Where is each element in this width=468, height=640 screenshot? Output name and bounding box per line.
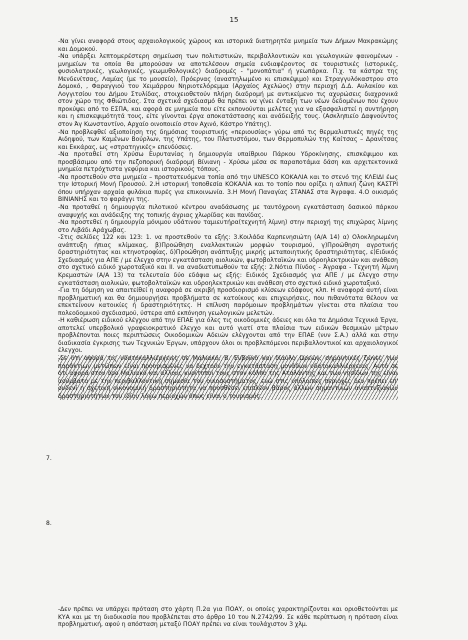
paragraph: -Να υπάρξει λεπτομερέστερη σημείωση των πολιτιστικών, περιβαλλοντικών και γεωλογικών φαινομένων - μνημείων τα οποία θα μπορούσαν να αποτελέσουν σημεία ενδιαφέροντος σε τουριστικές (ιστορικές, φυσιολατρικές, γεωλογικές, γεωμυθολογικές) διαδρομές - "μονοπάτια" ή γεωπάρκα. Π.χ. τα κάστρα της Μενδενίτσας, Λαμίας (με το μουσείο), Πρόερνας (αναστηλωμένο κι επισκέψιμο) και Στραγγυλόκαστρου στο Δομοκό, , Φαραγγιού του Χειμάρρου Νηριοτελόρεμμα (Αρχαίος Αχελώος) στην περιοχή Δ.Δ. Αυλακίου και Λογγιτσίου του Δήμου Στυλίδας, στοιχειοθετούν πλήρη διαδρομή με αντικείμενο τις αχυρώσεις διαχρονικά στον χώρο της Φθιώτιδας. Στα σχετικά σχεδιασμό θα πρέπει να γίνει ένταξη των νέων δεδομένων που έχουν προκύψει από το ΕΣΠΑ, και αφορά σε μνημεία που είτε εκπονούνται μελέτες για να εξασφαλιστεί η συντήρηση και η επισκεψιμότητά τους, είτε γίνονται έργα αποκατάστασης και ανάδειξής τους. (Ασκληπιείο Δαφνούντος στον Άγ Κωνσταντίνο, Αρχαίο οινοποιείο στον Αχινό, Κάστρο Υπάτης). xyxy=(58,53,398,129)
paragraph: -Να προταθεί στη Χρύσω Ευρυτανίας η δημιουργία υπαίθριου Πάρκου Υδροκίνησης, επισκέψιμου και προσβάσιμου από την πεζοπορική διαδρομή Βίνιανη - Χρύσω μέσα σε παραποτάμια δάση και αρχιτεκτονικά μνημεία πετρόχτιστα γεφύρια και ιστορικούς τόπους. xyxy=(58,151,398,174)
item-8-number: 8. xyxy=(46,520,52,527)
paragraph: -Να γίνει αναφορά στους αρχαιολογικούς χώρους και ιστορικά διατηρητέα μνημεία των Δήμων Μακρακώμης και Δομοκού. xyxy=(58,38,398,53)
page-number: 15 xyxy=(229,16,239,24)
closing-paragraph: -Δεν πρέπει να υπάρχει πρόταση στο χάρτη Π.2α για ΠΟΑΥ, οι οποίες χαρακτηρίζονται και οριοθετούνται με ΚΥΑ και με τη διαδικασία που προβλέπεται στο άρθρο 10 του Ν.2742/99. Σε κάθε περίπτωση η πρόταση είναι προβληματική, αφού η απόσταση μεταξύ ΠΟΑΥ πρέπει να είναι τουλάχιστον 3 χλμ. xyxy=(58,606,398,629)
paragraph: -Να προταθεί η δημιουργία πιλοτικού κέντρου αναδάσωσης με ταυτόχρονη εγκατάσταση δασικού πάρκου αναψυχής και ανάδειξης της τοπικής άγριας χλωρίδας και πανίδας. xyxy=(58,204,398,219)
item-7-number: 7. xyxy=(46,455,52,462)
paragraph: -Στις σελίδες 122 και 123: 1. να προστεθούν τα εξής: 3.Κοιλάδα Καρπενησιώτη (Α/Α 14) α) Ολοκληρωμένη ανάπτυξη ήπιας κλίμακας, β)Προώθηση εναλλακτικών μορφών τουρισμού, γ)Προώθηση αγροτικής δραστηριότητας και κτηνοτροφίας, δ)Προώθηση ανάπτυξης μικρής μεταποιητικής δραστηριότητας, ε)Ειδικός Σχεδιασμός για ΑΠΕ / με έλεγχο στην εγκατάσταση αιολικών, φωτοβολταϊκών και υδροηλεκτρικών και ανάθεση στο σχετικό ειδικό χωροταξικό και ΙΙ. να αναδιατυπωθούν τα εξής: 2.Νότια Πίνδος - Άγραφα - Τεχνητή λίμνη Κρεμαστών (Α/Α 13) τα τελευταία δύο εδάφια ως εξής: Ειδικός Σχεδιασμός για ΑΠΕ / με έλεγχο στην εγκατάσταση αιολικών, φωτοβολταϊκών και υδροηλεκτρικών και ανάθεση στο σχετικό ειδικό χωροταξικό. xyxy=(58,234,398,287)
main-text xyxy=(58,38,398,400)
paragraph: -Να προστεθούν στα μνημεία – προστατευόμενα τοπία από την UNESCO ΚΟΚΑΛΙΑ και το στενό της ΚΛΕΙΔΙ έως την Ιστορική Μονή Προυσού. 2.Η ιστορική τοποθεσία ΚΟΚΑΛΙΑ και το τοπίο που ορίζει η αλπική ζώνη ΚΑΣΤΡΙ όπου υπήρχαν αρχαία φυλάκια πυρές για επικοινωνία. 3.Η Μονή Παναγίας ΣΤΑΝΑΣ στα Άγραφα. 4.Ο οικισμός ΒΙΝΙΑΝΗΣ και το φαράγγι της. xyxy=(58,173,398,204)
item-7-text: -Για τη δόμηση να απαιτείθεί η αναφορά σε ακριβή προσδιορισμό κλίσεων εδάφους κλπ. Η αναφορά αυτή είναι προβληματική και θα δημιουργήσει προβλήματα σε κατοίκους και επιχειρήσεις, που πιθανότατα θέλουν να επεκτείνουν κατοικίες ή δραστηριότητες. Η επίλυση παρόμοιων προβλημάτων γίνεται στα πλαίσια του πολεοδομικού σχεδιασμού, ύστερα από εκπόνηση γεωλογικών μελετών. xyxy=(58,287,398,317)
item-7b-text: -Η καθιέρωση ειδικού ελέγχου από την ΕΠΑΕ για όλες τις οικοδομικές άδειες και όλα τα Δημόσια Τεχνικά Έργα, αποτελεί υπερβολικό γραφειοκρατικό έλεγχο και αυτό γιατί στα πλαίσια των ειδικών θεσμικών μέτρων προβλέπονται ποιες περιπτώσεις Οικοδομικών Αδειών ελέγχονται από την ΕΠΑΕ (νυν Σ.Α.) αλλά και στην διαδικασία έγκρισης των Τεχνικών Έργων, υπάρχουν όλοι οι προβλεπόμενοι περιβαλλοντικοί και αρχαιολογικοί έλεγχοι. xyxy=(58,317,398,355)
paragraph: -Να προβλεφθεί αξιοποίηση της δημόσιας τουριστικής «περιουσίας» γύρω από τις θερμαλιστικές πηγές της Αιδηψού, των Καμένων Βούρλων, της Υπάτης, του Πλατυστόμου, των Θερμοπυλών της Καίτσας – Δρανίτσας και Εκκάρας, ως «στρατηγικές» επενδύσεις. xyxy=(58,128,398,151)
item-8-text: -Σε ότι αφορά τις υδατοκαλλιέργειες σε Μαλιακό, Β. Ευβοϊκό και δίαυλο Ωρεών, σημαντικές ζώνες των παράκτιων μετώπων είναι προορισμένες να δεχτούν την εγκατάσταση μονάδων υδατοκαλλιέργειας. Αυτό σε ότι αφορά στον όρο Μαλιακό και αλλους κυρίτοποι τους στον κόλπο της Αταλάντης και των νησίδων της είναι ασύμβατο με την περιβαλλοντική σημασία του οικοσυστήματος, ενώ στις υπόλοιπες περιοχές δεν πρέπει επ' ουδενί η σχετική οικονομική δραστηριότητα να προσθέσει επιπλέον βάρος άλλων σημαντικών αναπτυξιακών δραστηριοτήτων του ιδίου λόγω περιοχών όπως είναι ο τουρισμός. xyxy=(58,354,398,400)
paragraph: -Να προστεθεί η δημιουργία μόνιμου υδάτινου ταμιευτήρα(τεχνητή λίμνη) στην περιοχή της επιχώρας λίμνης στο Λιβάδι Αράχωβας. xyxy=(58,219,398,234)
